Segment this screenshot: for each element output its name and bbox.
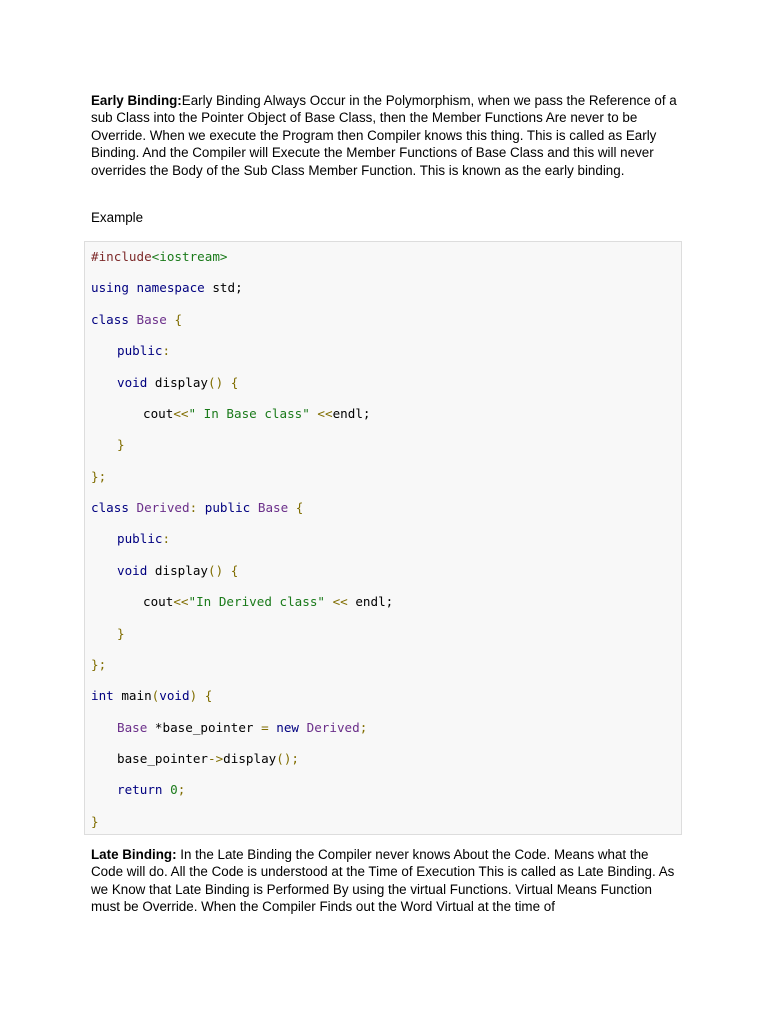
code-line-14: }; (91, 657, 107, 672)
early-binding-section (91, 92, 679, 225)
code-line-17: base_pointer->display(); (117, 751, 299, 766)
code-line-9: class Derived: public Base { (91, 500, 304, 515)
code-line-1: #include<iostream> (91, 249, 228, 264)
code-line-6: cout<<" In Base class" <<endl; (143, 406, 371, 421)
code-line-3: class Base { (91, 312, 183, 327)
early-binding-text: Early Binding Always Occur in the Polymorphism, when we pass the Reference of a sub Class into the Pointer Object of Base Class, then the Member Functions Are never to be Override. When we execute the Program then Compiler knows this thing. This is called as Early Binding. And the Compiler will Execute the Member Functions of Base Class and this will never overrides the Body of the Sub Class Member Function. This is known as the early binding. (91, 93, 677, 178)
late-binding-paragraph (91, 846, 681, 916)
code-line-18: return 0; (117, 782, 186, 797)
code-line-19: } (91, 814, 99, 829)
early-binding-heading: Early Binding: (91, 93, 182, 108)
code-line-8: }; (91, 469, 107, 484)
code-line-11: void display() { (117, 563, 239, 578)
code-line-4: public: (117, 343, 171, 358)
late-binding-section (91, 846, 681, 916)
code-line-2: using namespace std; (91, 280, 243, 295)
code-line-5: void display() { (117, 375, 239, 390)
code-line-15: int main(void) { (91, 688, 213, 703)
code-line-7: } (117, 437, 125, 452)
example-label: Example (91, 210, 144, 225)
code-line-16: Base *base_pointer = new Derived; (117, 720, 368, 735)
code-line-10: public: (117, 531, 171, 546)
code-block (84, 241, 682, 835)
late-binding-text: In the Late Binding the Compiler never knows About the Code. Means what the Code will do. All the Code is understood at the Time of Execution This is called as Late Binding. As we Know that Late Binding is Performed By using the virtual Functions. Virtual Means Function must be Override. When the Compiler Finds out the Word Virtual at the time of (91, 847, 675, 915)
late-binding-heading: Late Binding: (91, 847, 177, 862)
early-binding-paragraph (91, 92, 679, 179)
code-line-12: cout<<"In Derived class" << endl; (143, 594, 394, 609)
code-line-13: } (117, 626, 125, 641)
